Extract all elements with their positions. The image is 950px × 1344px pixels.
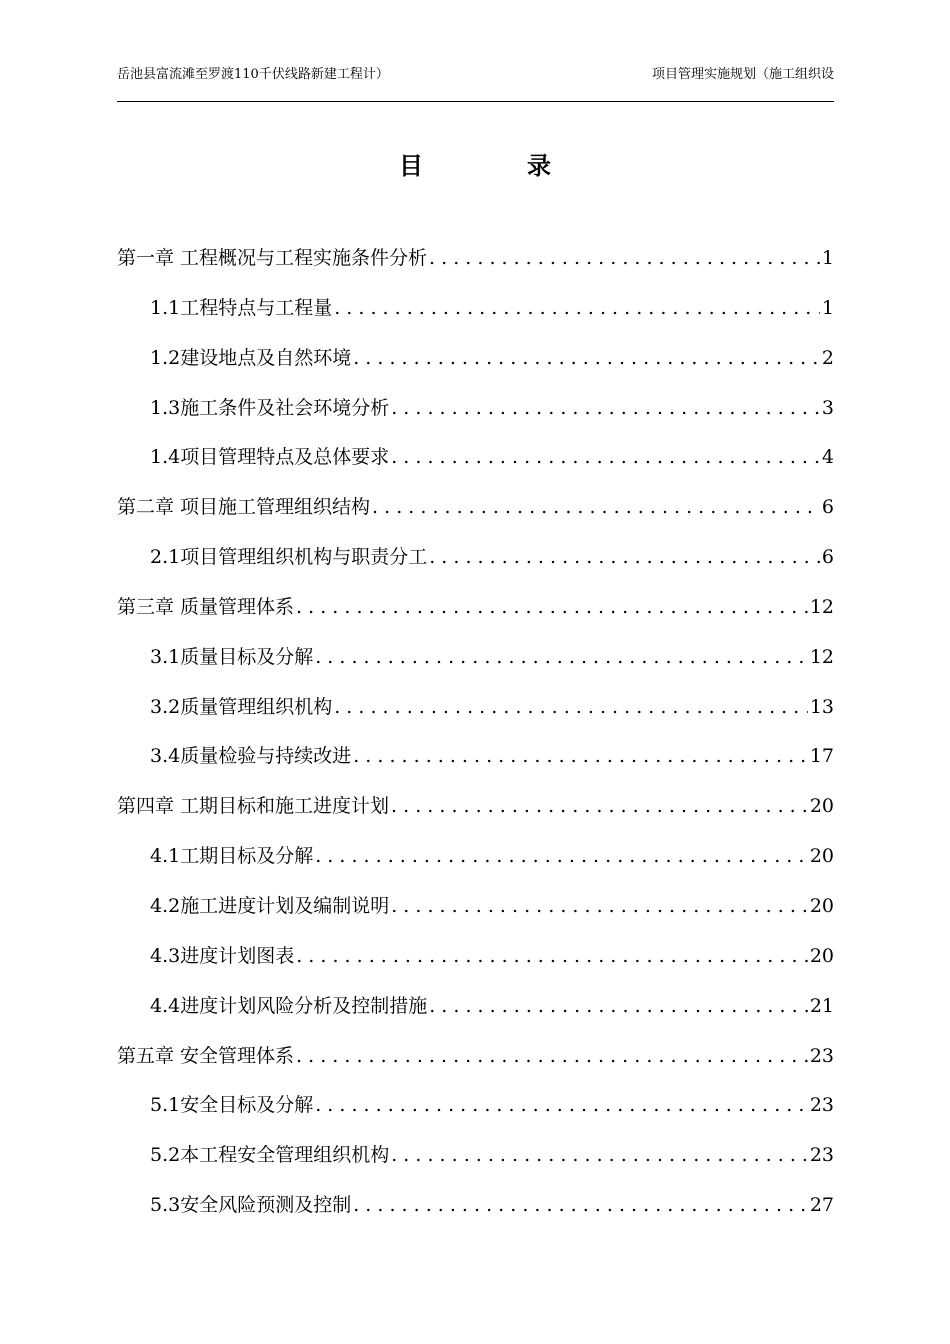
toc-section-entry[interactable] [117,886,834,936]
toc-page-number: 21 [809,994,834,1017]
toc-section-entry[interactable] [117,388,834,438]
toc-section-entry[interactable] [117,1135,834,1185]
toc-page-number: 20 [809,845,834,868]
toc-page-number: 3 [821,396,834,419]
toc-entry-title: 5.1安全目标及分解 [150,1094,314,1117]
toc-page-number: 6 [821,546,834,569]
toc-entry-title: 第二章 项目施工管理组织结构 [117,496,371,519]
toc-page-number: 17 [809,745,834,768]
toc-entry-title: 1.3施工条件及社会环境分析 [150,396,390,419]
toc-page-number: 20 [809,894,834,917]
toc-section-entry[interactable] [117,537,834,587]
toc-page-number: 1 [821,296,834,319]
toc-page-number: 1 [821,247,834,269]
toc-page-number: 2 [821,346,834,369]
toc-entry-title: 3.4质量检验与持续改进 [150,745,352,768]
toc-dot-leader [296,587,808,627]
toc-dot-leader [429,986,808,1026]
toc-entry-title: 2.1项目管理组织机构与职责分工 [150,546,428,569]
toc-section-entry[interactable] [117,936,834,986]
toc-dot-leader [391,786,808,826]
toc-entry-title: 5.2本工程安全管理组织机构 [150,1144,390,1167]
toc-dot-leader [391,1135,808,1175]
toc-dot-leader [334,687,808,727]
toc-dot-leader [315,836,808,876]
toc-page-number: 4 [821,446,834,469]
toc-entry-title: 第三章 质量管理体系 [117,595,295,618]
toc-entry-title: 第四章 工期目标和施工进度计划 [117,795,390,818]
toc-dot-leader [315,637,808,677]
toc-chapter-entry[interactable] [117,1036,834,1086]
page-header [117,66,834,102]
toc-dot-leader [353,338,820,378]
toc-dot-leader [372,487,820,527]
toc-page-number: 20 [809,795,834,818]
toc-page-number: 6 [821,496,834,519]
toc-entry-title: 3.2质量管理组织机构 [150,695,333,718]
toc-section-entry[interactable] [117,1085,834,1135]
toc-entry-title: 4.4进度计划风险分析及控制措施 [150,994,428,1017]
toc-entry-title: 第五章 安全管理体系 [117,1044,295,1067]
toc-page-number: 12 [809,595,834,618]
toc-section-entry[interactable] [117,986,834,1036]
toc-entry-title: 1.1工程特点与工程量 [150,296,333,319]
toc-dot-leader [353,1185,808,1225]
toc-page-number: 23 [809,1144,834,1167]
toc-dot-leader [429,238,820,278]
toc-entry-title: 5.3安全风险预测及控制 [150,1194,352,1217]
toc-chapter-entry[interactable] [117,238,834,288]
toc-section-entry[interactable] [117,1185,834,1235]
toc-dot-leader [315,1085,808,1125]
toc-dot-leader [391,437,820,477]
toc-entry-title: 4.1工期目标及分解 [150,845,314,868]
toc-entry-title: 1.4项目管理特点及总体要求 [150,446,390,469]
header-rule [117,101,834,102]
toc-section-entry[interactable] [117,288,834,338]
toc-entry-title: 1.2建设地点及自然环境 [150,346,352,369]
toc-dot-leader [296,1036,808,1076]
toc-dot-leader [391,886,808,926]
toc-dot-leader [296,936,808,976]
toc-section-entry[interactable] [117,687,834,737]
toc-page-number: 13 [809,695,834,718]
toc-title: 目 录 [399,151,591,180]
toc-section-entry[interactable] [117,736,834,786]
toc-dot-leader [353,736,808,776]
table-of-contents [117,238,834,1235]
header-document-type: 项目管理实施规划（施工组织设 [651,67,834,82]
toc-section-entry[interactable] [117,437,834,487]
toc-chapter-entry[interactable] [117,587,834,637]
toc-page-number: 23 [809,1044,834,1067]
toc-page-number: 27 [809,1194,834,1217]
toc-dot-leader [391,388,820,428]
toc-section-entry[interactable] [117,338,834,388]
toc-section-entry[interactable] [117,637,834,687]
toc-chapter-entry[interactable] [117,786,834,836]
toc-entry-title: 4.3进度计划图表 [150,944,295,967]
toc-page-number: 20 [809,944,834,967]
toc-dot-leader [334,288,820,328]
toc-entry-title: 3.1质量目标及分解 [150,645,314,668]
toc-page-number: 23 [809,1094,834,1117]
toc-entry-title: 第一章 工程概况与工程实施条件分析 [117,247,428,269]
toc-page-number: 12 [809,645,834,668]
header-project-name: 岳池县富流滩至罗渡110千伏线路新建工程计） [117,67,389,82]
toc-section-entry[interactable] [117,836,834,886]
toc-chapter-entry[interactable] [117,487,834,537]
toc-dot-leader [429,537,820,577]
toc-entry-title: 4.2施工进度计划及编制说明 [150,894,390,917]
